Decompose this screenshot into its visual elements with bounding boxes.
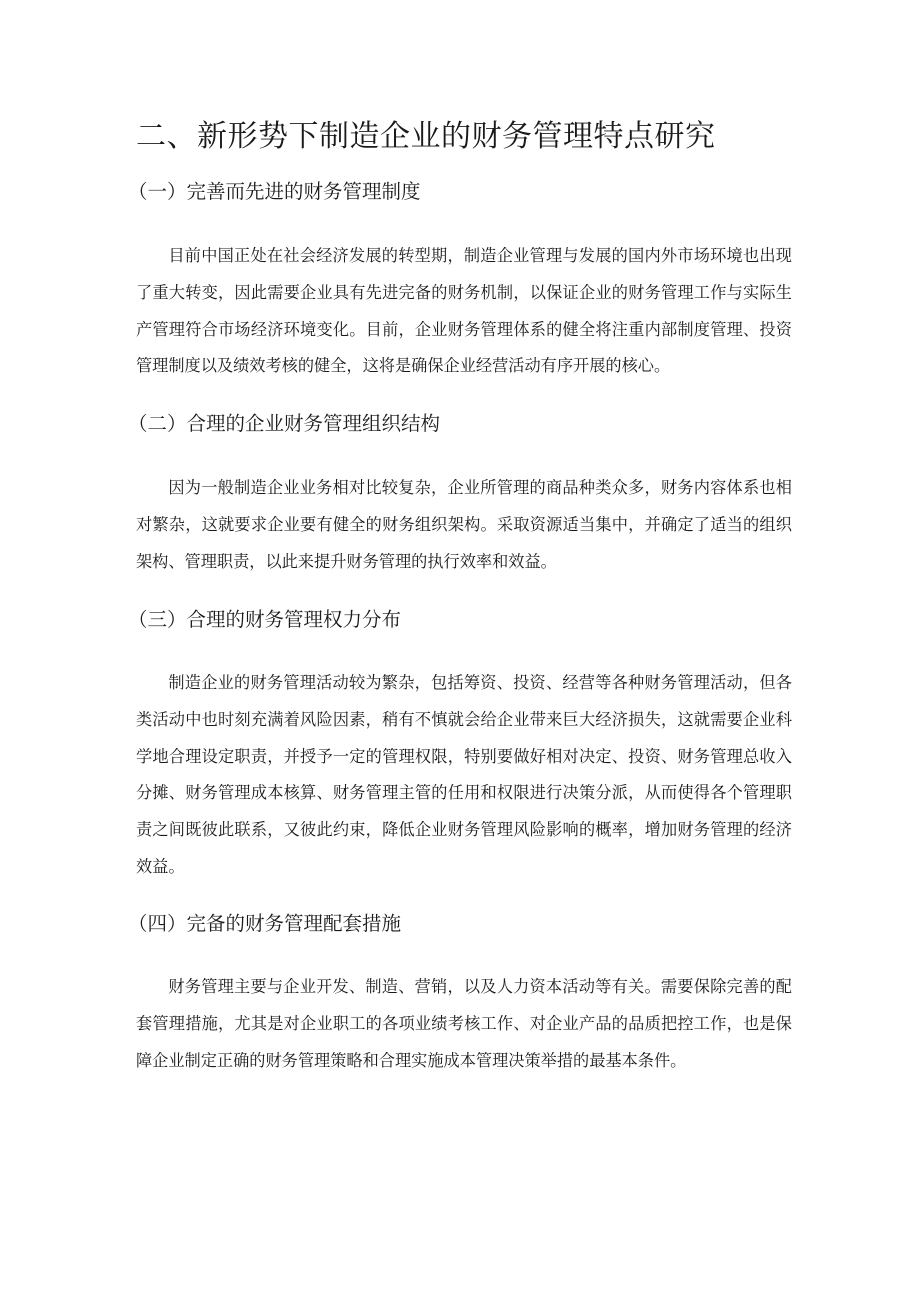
- section-4-heading: （四）完备的财务管理配套措施: [128, 912, 402, 935]
- page-title: 二、新形势下制造企业的财务管理特点研究: [136, 119, 716, 154]
- section-2-heading: （二）合理的企业财务管理组织结构: [128, 412, 441, 435]
- section-3-heading: （三）合理的财务管理权力分布: [128, 608, 402, 631]
- section-4-paragraph: 财务管理主要与企业开发、制造、营销，以及人力资本活动等有关。需要保除完善的配套管理措施，尤其是对企业职工的各项业绩考核工作、对企业产品的品质把控工作，也是保障企业制定正确的财务管理策略和合理实施成本管理决策举措的最基本条件。: [136, 977, 792, 1070]
- section-1-heading: （一）完善而先进的财务管理制度: [128, 180, 421, 203]
- section-3-paragraph: 制造企业的财务管理活动较为繁杂，包括筹资、投资、经营等各种财务管理活动，但各类活动中也时刻充满着风险因素，稍有不慎就会给企业带来巨大经济损失，这就需要企业科学地合理设定职责，并授予一定的管理权限，特别要做好相对决定、投资、财务管理总收入分摊、财务管理成本核算、财务管理主管的任用和权限进行决策分派，从而使得各个管理职责之间既彼此联系，又彼此约束，降低企业财务管理风险影响的概率，增加财务管理的经济效益。: [136, 673, 792, 876]
- section-2-paragraph: 因为一般制造企业业务相对比较复杂，企业所管理的商品种类众多，财务内容体系也相对繁杂，这就要求企业要有健全的财务组织架构。采取资源适当集中，并确定了适当的组织架构、管理职责，以此来提升财务管理的执行效率和效益。: [136, 478, 792, 571]
- section-1-paragraph: 目前中国正处在社会经济发展的转型期，制造企业管理与发展的国内外市场环境也出现了重大转变，因此需要企业具有先进完备的财务机制，以保证企业的财务管理工作与实际生产管理符合市场经济环境变化。目前，企业财务管理体系的健全将注重内部制度管理、投资管理制度以及绩效考核的健全，这将是确保企业经营活动有序开展的核心。: [136, 246, 792, 376]
